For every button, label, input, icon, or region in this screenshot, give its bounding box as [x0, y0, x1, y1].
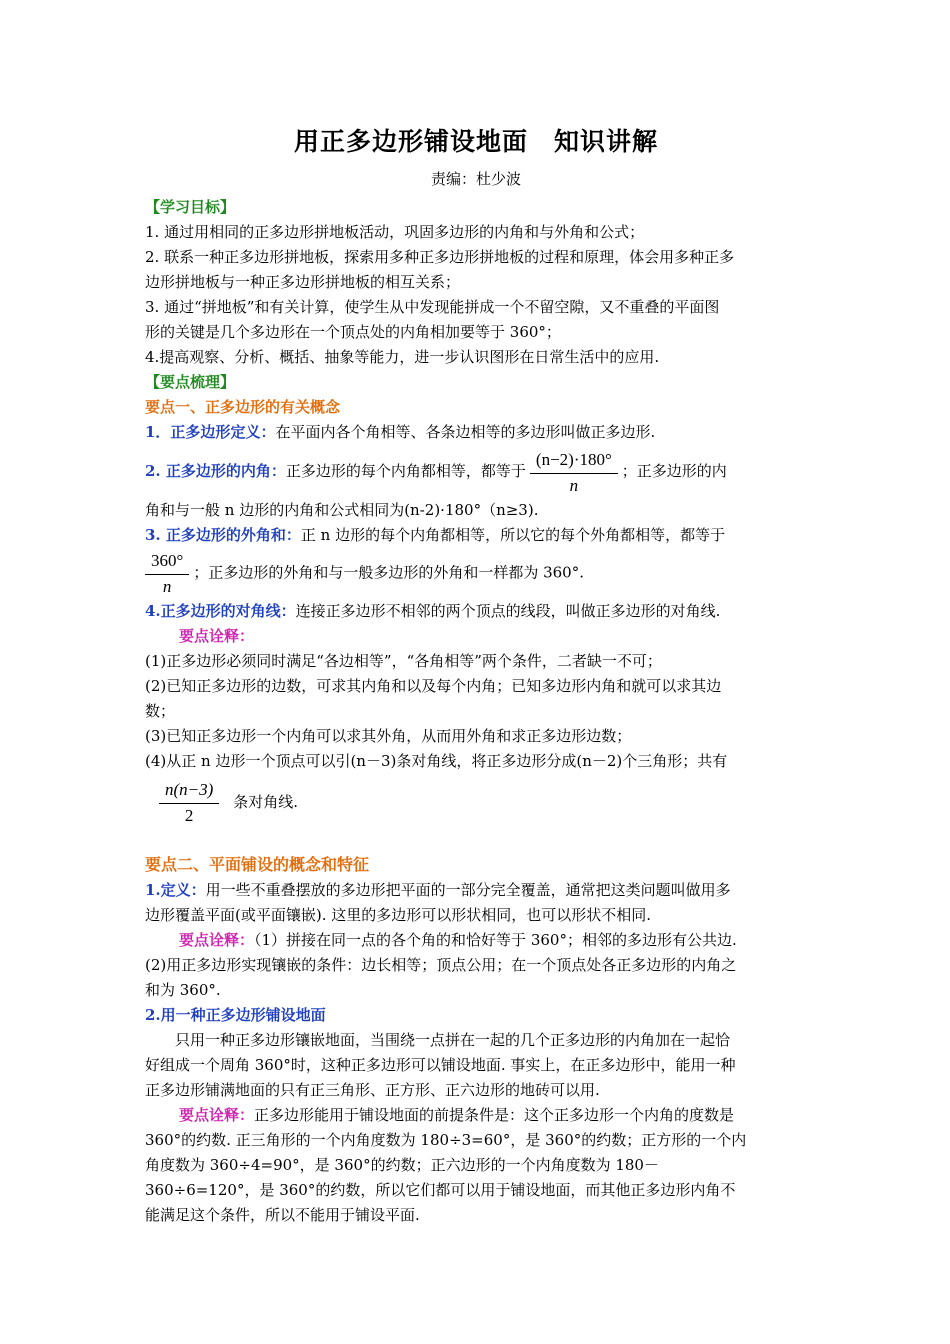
interior-text: ；正多边形的内	[621, 462, 727, 480]
paragraph-line: 只用一种正多边形镶嵌地面，当围绕一点拼在一起的几个正多边形的内角加在一起恰	[175, 1030, 731, 1049]
definition-text: 在平面内各个角相等、各条边相等的多边形叫做正多边形.	[275, 423, 656, 441]
diagonal-count-line	[145, 774, 807, 830]
note-line: (3)已知正多边形一个内角可以求其外角，从而用外角和求正多边形边数；	[145, 726, 632, 745]
interior-angle-line	[145, 445, 807, 498]
goal-line: 1. 通过用相同的正多边形拼地板活动，巩固多边形的内角和与外角和公式；	[145, 223, 645, 241]
definition-text: 边形覆盖平面(或平面镶嵌). 这里的多边形可以形状相同，也可以形状不相同.	[145, 905, 652, 924]
page-title: 用正多边形铺设地面 知识讲解	[293, 127, 658, 156]
diagonal-label: 4.正多边形的对角线：	[145, 601, 296, 620]
note-line: (2)用正多边形实现镶嵌的条件：边长相等；顶点公用；在一个顶点处各正多边形的内角之	[145, 955, 737, 974]
goal-line: 形的关键是几个多边形在一个顶点处的内角相加要等于 360°；	[145, 323, 561, 341]
diagonal-text: 连接正多边形不相邻的两个顶点的线段，叫做正多边形的对角线.	[295, 601, 721, 620]
notes-line	[145, 928, 807, 953]
fraction-denominator: n	[162, 576, 172, 596]
note-line: (2)已知正多边形的边数，可求其内角和以及每个内角；已知多边形内角和就可以求其边	[145, 676, 722, 695]
tiling-definition	[145, 878, 807, 903]
fraction-denominator: 2	[184, 806, 194, 825]
interior-label: 2. 正多边形的内角：	[145, 462, 286, 480]
spacer	[145, 830, 807, 852]
note-text: （1）拼接在同一点的各个角的和恰好等于 360°；相邻的多边形有公共边.	[254, 930, 737, 949]
note-line: (4)从正 n 边形一个顶点可以引(n－3)条对角线，将正多边形分成(n－2)个三角形；共有	[145, 751, 728, 770]
interior-angle-fraction	[530, 447, 618, 498]
exterior-angle-fraction	[145, 548, 189, 599]
notes-label: 要点诠释：	[179, 930, 255, 949]
notes-label: 要点诠释：	[179, 1105, 255, 1124]
note-text: 正多边形能用于铺设地面的前提条件是：这个正多边形一个内角的度数是	[254, 1105, 735, 1124]
goal-line: 4.提高观察、分析、概括、抽象等能力，进一步认识图形在日常生活中的应用.	[145, 348, 660, 366]
interior-sum-line: 角和与一般 n 边形的内角和公式相同为(n-2)·180°（n≥3).	[145, 500, 539, 519]
definition-label: 1．正多边形定义：	[145, 423, 276, 441]
goal-line: 边形拼地板与一种正多边形拼地板的相互关系；	[145, 273, 461, 291]
goal-line: 3. 通过“拼地板”和有关计算，使学生从中发现能拼成一个不留空隙，又不重叠的平面图	[145, 298, 720, 316]
regular-polygon-definition	[145, 420, 807, 445]
interior-text: 正多边形的每个内角都相等，都等于	[285, 462, 526, 480]
diagonal-count-text: 条对角线.	[233, 792, 299, 811]
exterior-label: 3. 正多边形的外角和：	[145, 525, 301, 544]
fraction-numerator: (n−2)·180°	[530, 447, 618, 474]
definition-label: 1.定义：	[145, 880, 206, 899]
note-line: 360°的约数. 正三角形的一个内角度数为 180÷3=60°，是 360°的约数；正方形的一个内	[145, 1130, 747, 1149]
exterior-text: 正 n 边形的每个内角都相等，所以它的每个外角都相等，都等于	[300, 525, 726, 544]
paragraph-line: 正多边形铺满地面的只有正三角形、正方形、正六边形的地砖可以用.	[145, 1080, 600, 1099]
note-line: 数；	[145, 701, 176, 720]
definition-text: 用一些不重叠摆放的多边形把平面的一部分完全覆盖，通常把这类问题叫做用多	[205, 880, 731, 899]
exterior-fraction-line	[145, 548, 807, 599]
note-line: 能满足这个条件，所以不能用于铺设平面.	[145, 1205, 420, 1224]
paragraph-line: 好组成一个周角 360°时，这种正多边形可以铺设地面. 事实上，在正多边形中，能用一种	[145, 1055, 736, 1074]
note-line: 和为 360°.	[145, 980, 221, 999]
goals-heading: 【学习目标】	[145, 198, 236, 216]
notes-label: 要点诠释：	[179, 626, 255, 645]
goal-line: 2. 联系一种正多边形拼地板，探索用多种正多边形拼地板的过程和原理，体会用多种正多	[145, 248, 735, 266]
exterior-text: ；正多边形的外角和与一般多边形的外角和一样都为 360°.	[193, 563, 584, 581]
fraction-numerator: n(n−3)	[159, 777, 219, 804]
document-page	[145, 122, 807, 1228]
fraction-numerator: 360°	[145, 548, 189, 575]
note-line: (1)正多边形必须同时满足“各边相等”，“各角相等”两个条件，二者缺一不可；	[145, 651, 662, 670]
subsection-heading: 2.用一种正多边形铺设地面	[145, 1005, 326, 1024]
fraction-denominator: n	[569, 475, 579, 495]
note-line: 360÷6=120°，是 360°的约数，所以它们都可以用于铺设地面，而其他正多边形内角不	[145, 1180, 736, 1199]
editor-line: 责编：杜少波	[430, 170, 521, 188]
notes-line	[145, 1103, 807, 1128]
note-line: 角度数为 360÷4=90°，是 360°的约数；正六边形的一个内角度数为 180－	[145, 1155, 659, 1174]
diagonal-count-fraction	[159, 777, 219, 828]
section1-heading: 要点一、正多边形的有关概念	[145, 398, 341, 416]
section2-heading: 要点二、平面铺设的概念和特征	[145, 854, 370, 874]
diagonal-definition	[145, 599, 807, 624]
points-heading: 【要点梳理】	[145, 373, 236, 391]
exterior-angle-line	[145, 523, 807, 548]
